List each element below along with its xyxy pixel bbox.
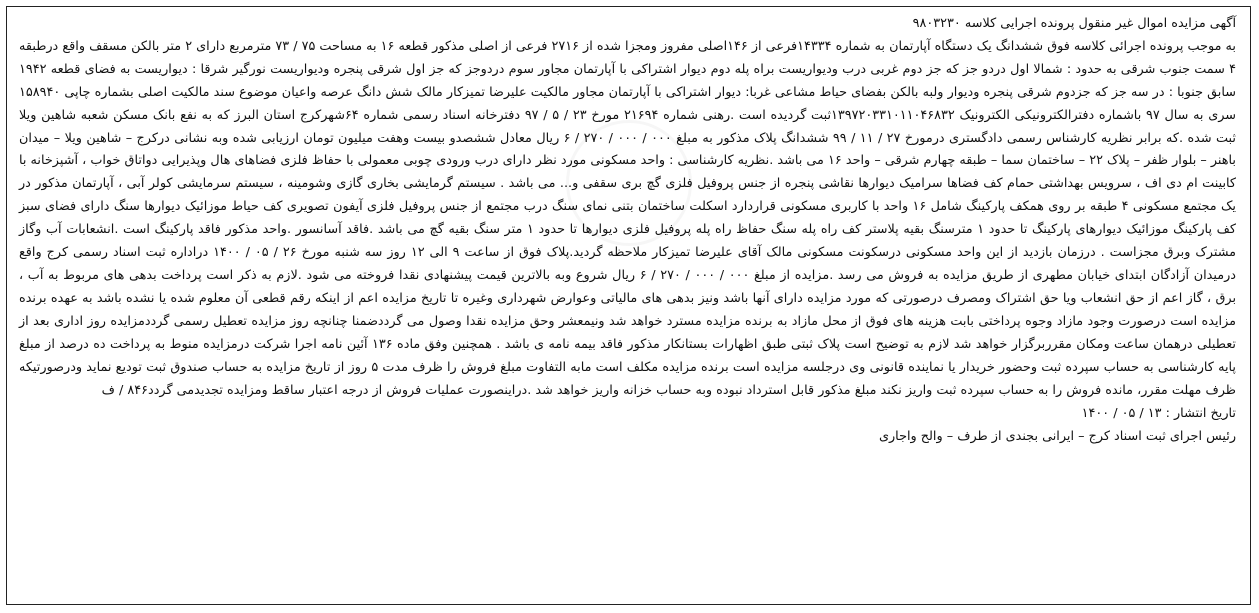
notice-body: به موجب پرونده اجرائی کلاسه فوق ششدانگ یک دستگاه آپارتمان به شماره ۱۴۳۳۴فرعی از ۱۴۶اصلی مفروز ومجزا شده از ۲۷۱۶ فرعی از اصلی مذکور قطعه ۱۶ به مساحت ۷۵ / ۷۳ مترمربع دارای ۲ متر بالکن مسقف واقع درطبقه ۴ سمت جنوب شرقی به حدود : شمالا اول دردو جز که جز دوم غربی درب ودیواریست براه پله دوم دیوار اشتراکی با آپارتمان مجاور سوم دردوجز که جز اول شرقی پنجره ودیواریست نورگیر شرقا : دیواریست به فضای قطعه ۱۹۴۲ سابق جنوبا : در سه جز که جزدوم شرقی پنجره ودیوار ولبه بالکن بفضای حیاط مشاعی غربا: دیوار اشتراکی با آپارتمان مجاور مالکیت علیرضا تمیزکار مالک شش دانگ عرصه واعیان موضوع سند مالکیت اصلی بشماره چاپی ۱۵۸۹۴۰ سری به سال ۹۷ باشماره دفترالکترونیکی الکترونیک ۱۳۹۷۲۰۳۳۱۰۱۱۰۴۶۸۳۲ثبت گردیده است .رهنی شماره ۲۱۶۹۴ مورخ ۲۳ / ۵ / ۹۷ دفترخانه اسناد رسمی شماره ۶۴شهرکرج استان البرز که به نفع بانک مسکن شعبه شاهین ویلا ثبت شده .که برابر نظریه کارشناس رسمی دادگستری درمورخ ۲۷ / ۱۱ / ۹۹ ششدانگ پلاک مذکور به مبلغ ۰۰۰ / ۰۰۰ / ۲۷۰ / ۶ ریال معادل ششصدو بیست وهفت میلیون تومان ارزیابی شده وبه نشانی درکرج – شاهین ویلا – میدان باهنر – بلوار ظفر – پلاک ۲۲ – ساختمان سما – طبقه چهارم شرقی – واحد ۱۶ می باشد .نظریه کارشناسی : واحد مسکونی مورد نظر دارای درب ورودی چوبی معمولی با حفاظ فلزی فضاهای هال وپذیرایی دواتاق خواب ، آشپزخانه با کابینت ام دی اف ، سرویس بهداشتی حمام کف فضاها سرامیک دیوارها نقاشی پنجره از جنس پروفیل فلزی گچ بری سقفی و... می باشد . سیستم گرمایشی بخاری گازی وشومینه ، سیستم سرمایشی کولر آبی ، آپارتمان مذکور در یک مجتمع مسکونی ۴ طبقه بر روی همکف پارکینگ شامل ۱۶ واحد با کاربری مسکونی قراردارد اسکلت ساختمان بتنی نمای سنگ درب مجتمع از جنس پروفیل فلزی آیفون تصویری کف حیاط موزائیک دیوارها سنگ دارای فضای سبز کف پارکینگ موزائیک دیوارهای پارکینگ تا حدود ۱ مترسنگ بقیه پلاستر کف راه پله سنگ حفاظ راه پله پروفیل فلزی دیوارها تا حدود ۱ متر سنگ بقیه گچ می باشد .فاقد آسانسور .واحد مذکور فاقد پارکینگ است .انشعابات آب وگاز مشترک وبرق مجزاست . درزمان بازدید از این واحد مسکونی درسکونت مسکونی مالک آقای علیرضا تمیزکار ملاحظه گردید.پلاک فوق از ساعت ۹ الی ۱۲ روز سه شنبه مورخ ۲۶ / ۰۵ / ۱۴۰۰ دراداره ثبت اسناد رسمی کرج واقع درمیدان آزادگان ابتدای خیابان مطهری از طریق مزایده به فروش می رسد .مزایده از مبلغ ۰۰۰ / ۰۰۰ / ۲۷۰ / ۶ ریال شروع وبه بالاترین قیمت پیشنهادی نقدا فروخته می شود .لازم به ذکر است پرداخت بدهی های مربوط به آب ، برق ، گاز اعم از حق انشعاب ویا حق اشتراک ومصرف درصورتی که مورد مزایده دارای آنها باشد ونیز بدهی های مالیاتی وعوارض شهرداری وغیره تا تاریخ مزایده اعم از اینکه رقم قطعی آن معلوم شده یا نشده باشد به عهده برنده مزایده است درصورت وجود مازاد وجوه پرداختی بابت هزینه های فوق از محل مازاد به برنده مزایده مسترد خواهد شد ونیمعشر وحق مزایده نقدا وصول می گرددضمنا چنانچه روز مزایده تعطیل رسمی گرددمزایده روز اداری بعد از تعطیلی درهمان ساعت ومکان مقرربرگزار خواهد شد لازم به توضیح است پلاک ثبتی طبق اظهارات بستانکار مذکور فاقد بیمه نامه ی باشد . همچنین وفق ماده ۱۳۶ آئین نامه اجرا شرکت درمزایده منوط به پرداخت ده درصد از مبلغ پایه کارشناسی به حساب سپرده ثبت وحضور خریدار یا نماینده قانونی وی درجلسه مزایده است برنده مزایده مکلف است مابه التفاوت مبلغ فروش را ظرف مدت ۵ روز از تاریخ مزایده به حساب صندوق ثبت تودیع نماید ودرصورتیکه ظرف مهلت مقرر، مانده فروش را به حساب سپرده ثبت واریز نکند مبلغ مذکور قابل استرداد نبوده وبه حساب خزانه واریز خواهد شد .دراینصورت عملیات فروش از درجه اعتبار ساقط ومزایده تجدیدمی گردد۸۴۶ / ف bbox=[19, 38, 1237, 398]
notice-frame bbox=[6, 6, 1251, 605]
notice-signature: رئیس اجرای ثبت اسناد کرج – ایرانی بجندی از طرف – والح واجاری bbox=[878, 429, 1236, 445]
publish-date: تاریخ انتشار : ۱۳ / ۰۵ / ۱۴۰۰ bbox=[1081, 406, 1236, 422]
notice-title: آگهی مزایده اموال غیر منقول پرونده اجرایی کلاسه ۹۸۰۳۲۳۰ bbox=[912, 16, 1236, 31]
